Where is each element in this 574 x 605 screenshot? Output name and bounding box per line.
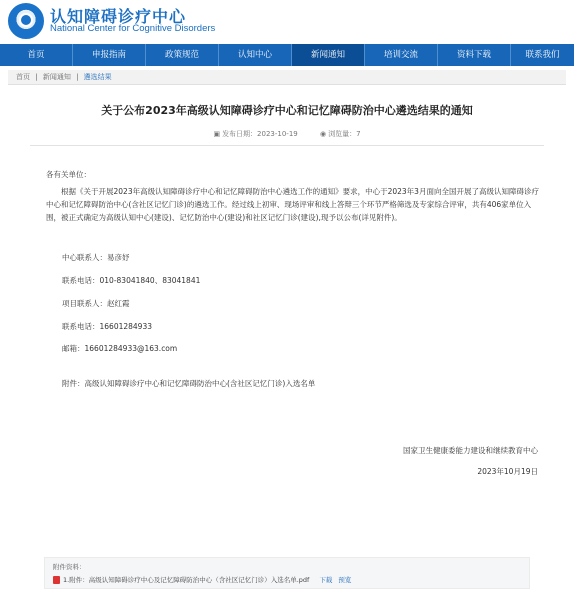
- pdf-icon: [53, 576, 60, 584]
- nav-item-cognitive-center[interactable]: 认知中心: [219, 44, 292, 66]
- site-title[interactable]: 认知障碍诊疗中心: [50, 7, 187, 26]
- page-title: 关于公布2023年高级认知障碍诊疗中心和记忆障碍防治中心遴选结果的通知: [101, 104, 473, 117]
- publish-date: [213, 130, 300, 138]
- contact-email: 邮箱：16601284933@163.com: [62, 344, 178, 353]
- salutation: 各有关单位：: [46, 170, 91, 179]
- nav-item-downloads[interactable]: 资料下载: [438, 44, 511, 66]
- signature-org: 国家卫生健康委能力建设和继续教育中心: [403, 446, 538, 455]
- view-count-text: 浏览量：7: [328, 130, 361, 138]
- nav-item-news[interactable]: 新闻通知: [292, 44, 365, 66]
- site-subtitle: National Center for Cognitive Disorders: [50, 23, 216, 34]
- preview-link[interactable]: 预览: [338, 576, 352, 584]
- breadcrumb-home[interactable]: 首页: [16, 73, 30, 81]
- signature-date: 2023年10月19日: [477, 467, 538, 476]
- logo-icon[interactable]: [8, 3, 44, 39]
- attachment-row: [53, 575, 357, 584]
- breadcrumb-section[interactable]: 新闻通知: [42, 73, 71, 81]
- contact-center-phone: 联系电话：010-83041840、83041841: [62, 276, 201, 285]
- eye-icon: ◉: [319, 130, 327, 138]
- nav-item-home[interactable]: 首页: [0, 44, 73, 66]
- download-link[interactable]: 下载: [319, 576, 333, 584]
- attachments-label: 附件资料：: [53, 563, 86, 571]
- contact-project-person: 项目联系人：赵红霞: [62, 299, 130, 308]
- calendar-icon: ▣: [213, 130, 221, 138]
- attachments-panel: [44, 557, 530, 589]
- nav-item-application-guide[interactable]: 申报指南: [73, 44, 146, 66]
- nav-item-training[interactable]: 培训交流: [365, 44, 438, 66]
- view-count: [320, 130, 361, 138]
- attachment-file-link[interactable]: 1.附件：高级认知障碍诊疗中心及记忆障碍防治中心（含社区记忆门诊）入选名单.pdf: [63, 576, 310, 584]
- breadcrumb-current[interactable]: 遴选结果: [83, 73, 112, 81]
- article-meta: [0, 129, 574, 139]
- attachment-note: 附件：高级认知障碍诊疗中心和记忆障碍防治中心(含社区记忆门诊)入选名单: [62, 379, 316, 388]
- nav-item-contact[interactable]: 联系我们: [525, 50, 560, 60]
- nav-item-policies[interactable]: 政策规范: [146, 44, 219, 66]
- contact-center-person: 中心联系人：易彦妤: [62, 253, 130, 262]
- contact-project-phone: 联系电话：16601284933: [62, 322, 152, 331]
- site-header: [0, 0, 574, 41]
- breadcrumb-separator: |: [35, 73, 38, 81]
- article-paragraph: 根据《关于开展2023年高级认知障碍诊疗中心和记忆障碍防治中心遴选工作的通知》要求，中心于2023年3月面向全国开展了高级认知障碍诊疗中心和记忆障碍防治中心(含社区记忆门诊)的遴选工作。经过线上初审、现场评审和线上答辩三个环节严格筛选及专家综合评审，共有406家单位入围，被正式确定为高级认知中心(建设)、记忆防治中心(建设)和社区记忆门诊(建设),现予以公布(详见附件)。: [46, 187, 539, 222]
- breadcrumb-separator: |: [76, 73, 79, 81]
- breadcrumb: [8, 70, 566, 85]
- main-nav: [0, 44, 574, 66]
- publish-date-text: 发布日期：2023-10-19: [222, 130, 298, 138]
- title-divider: [30, 145, 544, 146]
